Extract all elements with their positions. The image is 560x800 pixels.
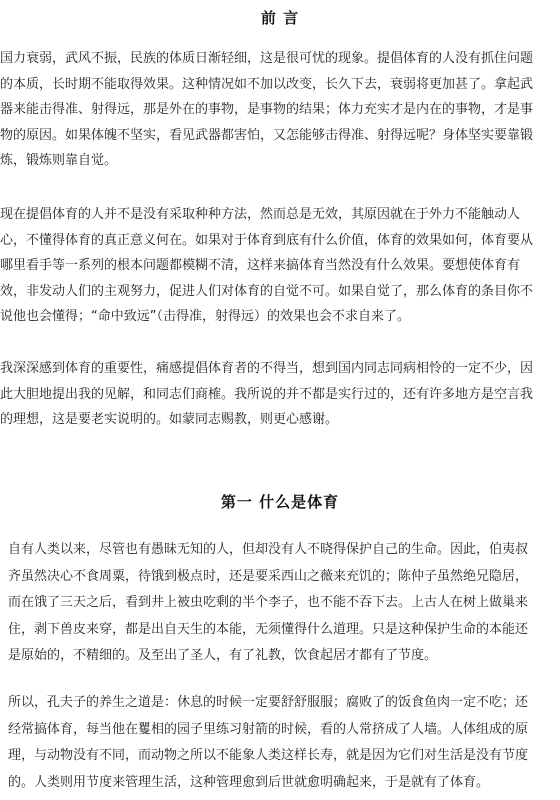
text-line: 住，剥下兽皮来穿，都是出自天生的本能，无须懂得什么道理。只是这种保护生命的本能还 [8,621,529,637]
paragraph-1 [0,46,560,174]
text-line: 所以，孔夫子的养生之道是：休息的时候一定要舒舒服服；腐败了的饭食鱼肉一定不吃；还 [8,695,529,710]
text-line: 我深深感到体育的重要性，痛感提倡体育者的不得当，想到国内同志同病相怜的一定不少，因 [0,361,534,376]
text-line: 是原始的，不精细的。及至出了圣人，有了礼教，饮食起居才都有了节度。 [8,648,438,663]
text-line: 自有人类以来，尽管也有愚昧无知的人，但却没有人不晓得保护自己的生命。因此，伯夷叔 [8,542,529,557]
paragraph-5 [8,690,560,796]
text-line: 而在饿了三天之后，看到井上被虫吃剩的半个李子，也不能不吞下去。上古人在树上做巢来 [8,595,529,610]
paragraph-3 [0,356,560,433]
text-line: 的本质，长时期不能取得效果。这种情况如不加以改变，长久下去，衰弱将更加甚了。拿起武 [0,76,534,92]
text-line: 效，非发动人们的主观努力，促进人们对体育的自觉不可。如果自觉了，那么体育的条目你不 [0,283,534,299]
text-line: 此大胆地提出我的见解，和同志们商榷。我所说的并不都是实行过的，还有许多地方是空言我 [0,386,534,402]
chapter-1-heading: 第一 什么是体育 [220,493,340,511]
text-line: 的理想，这是要老实说明的。如蒙同志赐教，则更心感谢。 [0,412,339,427]
text-line: 齐虽然决心不食周粟，待饿到极点时，还是要采西山之薇来充饥的；陈仲子虽然绝兄隐居， [8,568,529,584]
text-line: 器来能击得准、射得远，那是外在的事物，是事物的结果；体力充实才是内在的事物，才是事 [0,102,534,117]
text-line: 现在提倡体育的人并不是没有采取种种方法，然而总是无效，其原因就在于外力不能触动人 [0,207,521,222]
text-line: 物的原因。如果体魄不坚实，看见武器都害怕，又怎能够击得准、射得远呢？身体坚实要靠锻 [0,127,534,143]
text-line: 心，不懂得体育的真正意义何在。如果对于体育到底有什么价值，体育的效果如何，体育要从 [0,232,534,248]
text-line: 说他也会懂得；“命中致远”（击得准，射得远）的效果也会不求自来了。 [0,309,410,324]
text-line: 理，与动物没有不同，而动物之所以不能象人类这样长寿，就是因为它们对生活是没有节度 [8,748,529,763]
text-line: 的。人类则用节度来管理生活，这种管理愈到后世就愈明确起来，于是就有了体育。 [8,774,490,790]
paragraph-4 [8,537,560,670]
paragraph-2 [0,202,560,330]
text-line: 国力衰弱，武风不振，民族的体质日渐轻细，这是很可忧的现象。提倡体育的人没有抓住问题 [0,51,534,66]
text-line: 炼，锻炼则靠自觉。 [0,153,118,168]
text-line: 经常搞体育，每当他在矍相的园子里练习射箭的时候，看的人常挤成了人墙。人体组成的原 [8,721,529,737]
text-line: 哪里看手等一系列的根本问题都模糊不清，这样来搞体育当然没有什么效果。要想使体育有 [0,258,521,273]
preface-heading: 前 言 [260,9,300,27]
